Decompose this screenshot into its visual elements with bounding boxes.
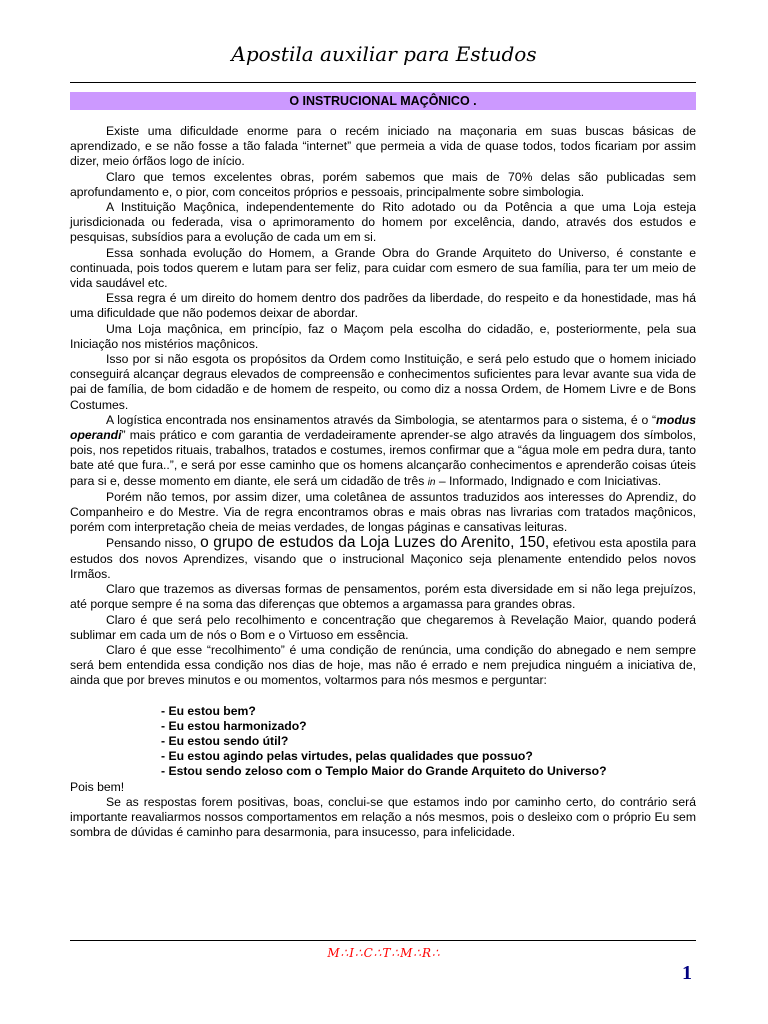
paragraph: Claro é que será pelo recolhimento e concentração que chegaremos à Revelação Maior, quando poderá sublimar em cada um de nós o Bom e o Virtuoso em essência. (70, 612, 696, 642)
paragraph-text: Pensando nisso, (106, 536, 201, 551)
header-divider (70, 82, 696, 83)
paragraph: Isso por si não esgota os propósitos da Ordem como Instituição, e será pelo estudo que o homem iniciado conseguirá alcançar degraus elevados de compreensão e conhecimentos suficientes para levar avante sua vida de pai de família, de bom cidadão e de homem de respeito, ou como diz a nossa Ordem, de Homem Livre e de Bons Costumes. (70, 352, 696, 412)
paragraph (70, 535, 696, 582)
paragraph: Claro que trazemos as diversas formas de pensamentos, porém esta diversidade em si não lega prejuízos, até porque sempre é na soma das diferenças que obtemos a argamassa para grandes obras. (70, 582, 696, 612)
section-title: O INSTRUCIONAL MAÇÔNICO . (70, 92, 696, 110)
question-item: - Estou sendo zeloso com o Templo Maior do Grande Arquiteto do Universo? (161, 764, 607, 779)
emphasis-text: modus operandi (70, 412, 696, 443)
page-header-title: Apostila auxiliar para Estudos (231, 42, 537, 66)
question-list (161, 704, 696, 780)
paragraph: Uma Loja maçônica, em princípio, faz o Maçom pela escolha do cidadão, e, posteriormente, pela sua Iniciação nos mistérios maçônicos. (70, 321, 696, 351)
paragraph-text: efetivou esta apostila para estudos dos novos Aprendizes, visando que o instrucional Maçonico seja plenamente entendido pelos novos Irmãos. (70, 536, 696, 581)
paragraph (70, 413, 696, 490)
document-body (70, 124, 696, 840)
paragraph: Existe uma dificuldade enorme para o recém iniciado na maçonaria em suas buscas básicas de aprendizado, e se não fosse a tão falada “internet” que permeia a vida de quase todos, todos ficariam por assim dizer, meio órfãos logo de início. (70, 124, 696, 169)
paragraph: Claro é que esse “recolhimento” é uma condição de renúncia, uma condição do abnegado e nem sempre será bem entendida essa condição nos dias de hoje, mas não é errado e nem prejudica ninguém a iniciativa de, ainda que por breves minutos e ou momentos, voltarmos para nós mesmos e perguntar: (70, 642, 696, 688)
highlighted-text: o grupo de estudos da Loja Luzes do Arenito, 150, (200, 534, 550, 552)
closing-paragraph: Se as respostas forem positivas, boas, conclui-se que estamos indo por caminho certo, do contrário será importante reavaliarmos nossos comportamentos em relação a nós mesmos, pois o desleixo com o próprio Eu sem sombra de dúvidas é caminho para desarmonia, para insucesso, para infelicidade. (70, 794, 696, 840)
paragraph: Essa sonhada evolução do Homem, a Grande Obra do Grande Arquiteto do Universo, é constante e continuada, pois todos querem e lutam para ser feliz, para cuidar com esmero de sua família, para ter um meio de vida saudável etc. (70, 245, 696, 291)
paragraph-text: A logística encontrada nos ensinamentos através da Simbologia, se atentarmos para o sistema, é o “ (106, 412, 657, 427)
question-item: - Eu estou agindo pelas virtudes, pelas qualidades que possuo? (161, 749, 533, 764)
question-item: - Eu estou harmonizado? (161, 718, 307, 733)
paragraph: A Instituição Maçônica, independentemente do Rito adotado ou da Potência a que uma Loja esteja jurisdicionada ou federada, visa o aprimoramento do homem por excelência, dando, através dos estudos e pesquisas, subsídios para a evolução de cada um em si. (70, 200, 696, 245)
question-item: - Eu estou sendo útil? (161, 733, 289, 748)
footer-divider (70, 940, 696, 941)
paragraph: Porém não temos, por assim dizer, uma coletânea de assuntos traduzidos aos interesses do Aprendiz, do Companheiro e do Mestre. Via de regra encontramos obras e mais obras nas livrarias com tratados maçônicos, porém com interpretação cheia de meias verdades, de longas páginas e cansativas leituras. (70, 489, 696, 535)
closing-remark: Pois bem! (70, 779, 125, 794)
paragraph: Essa regra é um direito do homem dentro dos padrões da liberdade, do respeito e da honestidade, mas há uma dificuldade que não podemos deixar de abordar. (70, 291, 696, 321)
paragraph-text: – Informado, Indignado e com Iniciativas. (435, 473, 662, 488)
question-item: - Eu estou bem? (161, 703, 256, 718)
paragraph-text: ” mais prático e com garantia de verdadeiramente aprender-se algo através da linguagem dos símbolos, pois, nos repetidos rituais, trabalhos, tratados e costumes, iremos confirmar que a “água mole em pedra dura, tanto bate até que fura..”, e será por esse caminho que os homens alcançarão conhecimentos e aprenderão coisas úteis para si e, desse momento em diante, ele será um cidadão de três (70, 428, 696, 488)
page-number: 1 (682, 962, 692, 984)
emphasis-text: in (427, 476, 436, 488)
footer-mark: M∴I∴C∴T∴M∴R∴ (327, 946, 441, 960)
paragraph: Claro que temos excelentes obras, porém sabemos que mais de 70% delas são publicadas sem aprofundamento e, o pior, com conceitos próprios e pessoais, principalmente sobre simbologia. (70, 169, 696, 199)
